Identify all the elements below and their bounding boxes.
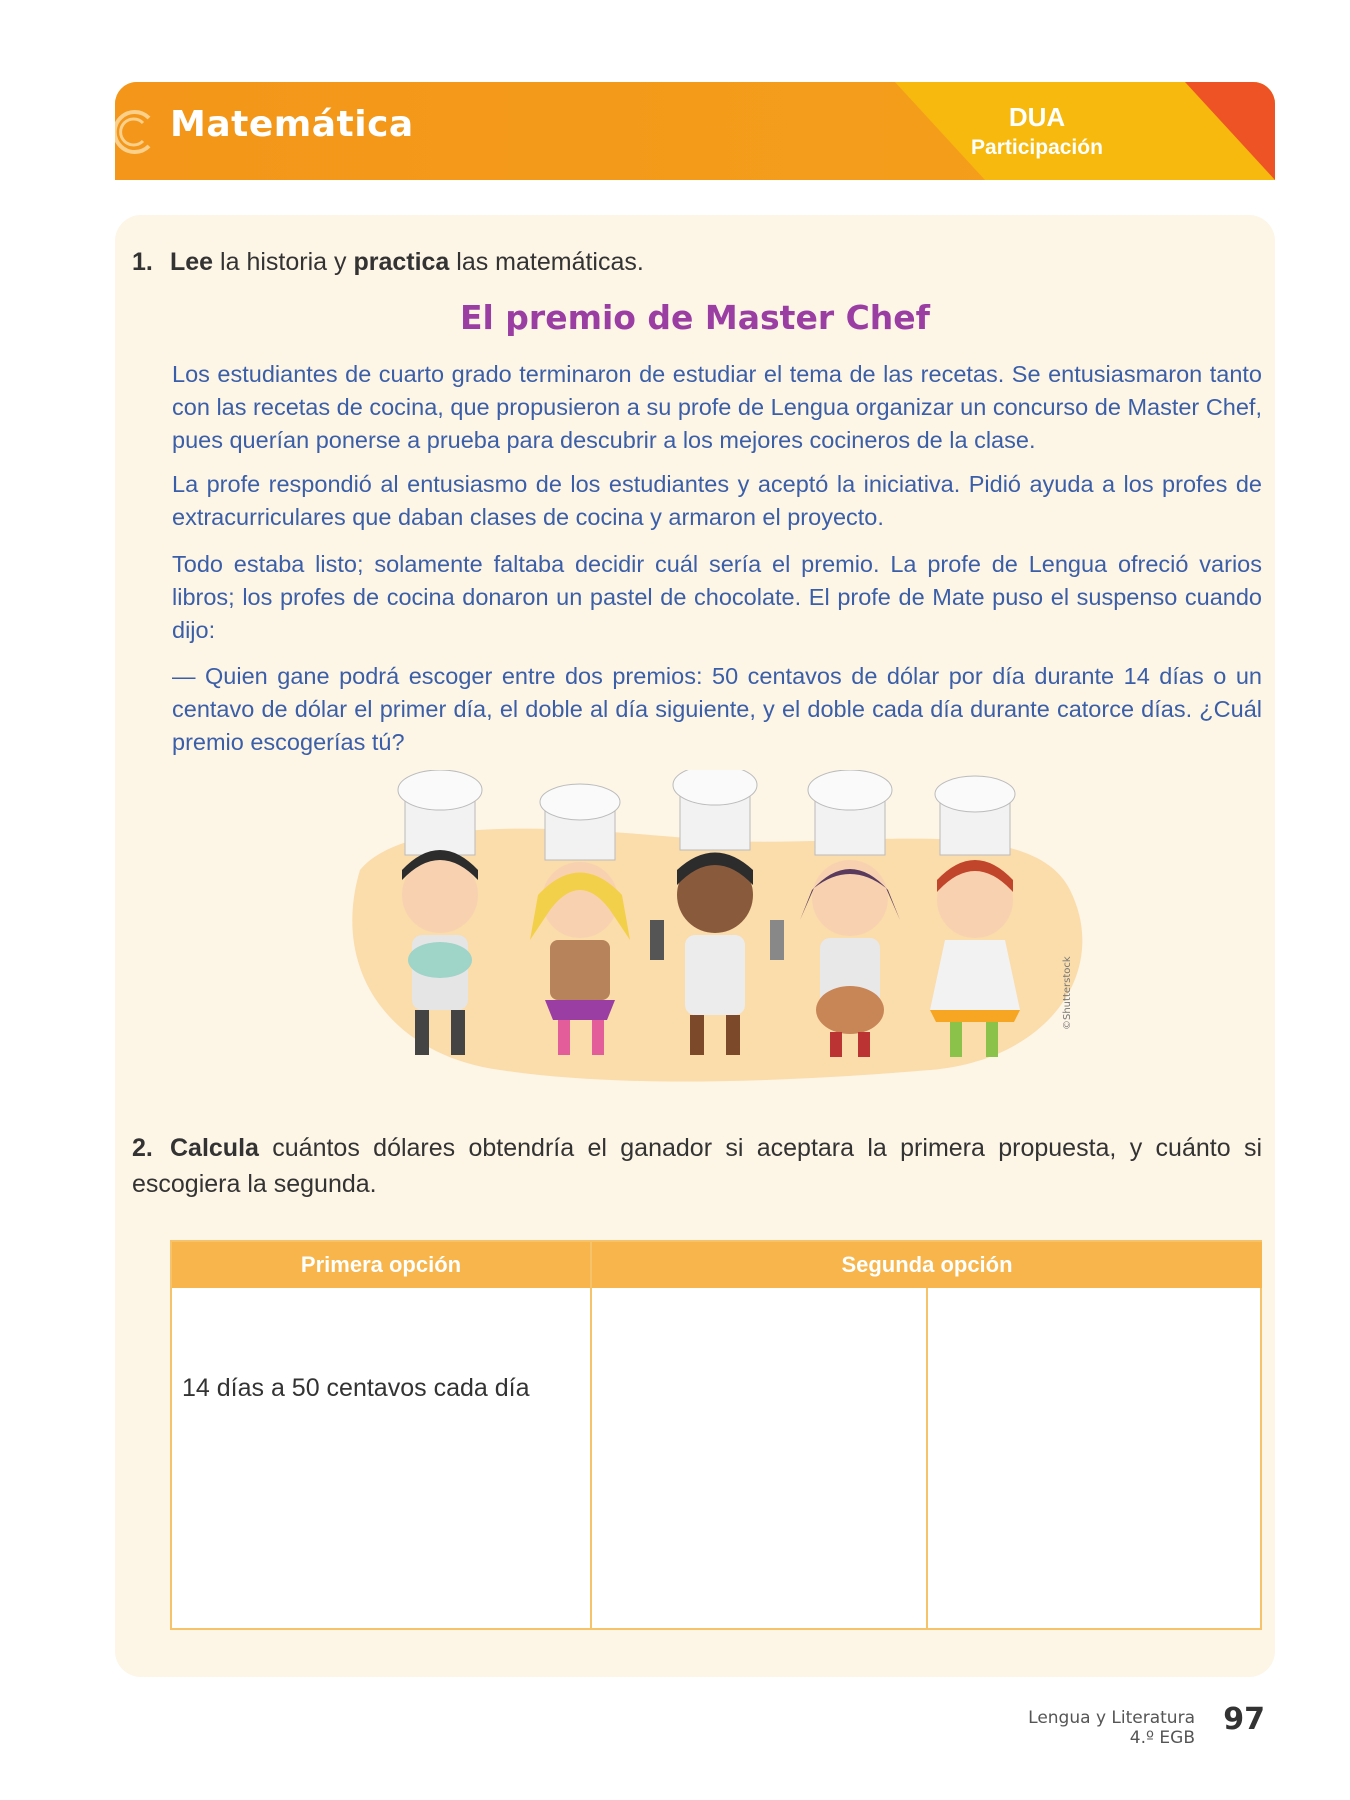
story-title: El premio de Master Chef — [459, 298, 931, 337]
dua-label: DUA — [1008, 102, 1066, 132]
footer-grade: 4.º EGB — [1129, 1728, 1195, 1748]
question-text: la historia y — [213, 248, 354, 276]
footer-subject-name: Lengua y Literatura — [1028, 1708, 1195, 1728]
subject-banner — [115, 82, 1275, 180]
subject-c-icon — [115, 104, 161, 160]
page-number: 97 — [1223, 1702, 1265, 1737]
chef-kid-5 — [930, 776, 1020, 1057]
question-number: 1. — [132, 248, 153, 276]
question-text: cuántos dólares obtendría el ganador si aceptara la primera propuesta, y cuánto si escogiera la segunda. — [132, 1134, 1262, 1198]
story-paragraph: — Quien gane podrá escoger entre dos premios: 50 centavos de dólar por día durante 14 días o un centavo de dólar el primer día, el doble al día siguiente, y el doble cada día durante catorce días. ¿Cuál premio escogerías tú? — [172, 663, 1262, 755]
question-1 — [132, 244, 644, 280]
question-number: 2. — [132, 1134, 153, 1162]
dua-sublabel: Participación — [971, 136, 1103, 159]
question-verb: practica — [353, 248, 450, 276]
answer-table — [170, 1240, 1262, 1630]
image-credit: ©Shutterstock — [1062, 956, 1073, 1030]
table-divider — [926, 1288, 928, 1628]
table-header-primera: Primera opción — [172, 1242, 590, 1288]
table-divider — [590, 1242, 592, 1628]
question-verb: Lee — [170, 248, 214, 276]
question-text: las matemáticas. — [449, 248, 644, 276]
story-paragraph: Los estudiantes de cuarto grado terminaron de estudiar el tema de las recetas. Se entusiasmaron tanto con las recetas de cocina, que propusieron a su profe de Lengua organizar un concurso de Master Chef, pues querían ponerse a prueba para descubrir a los mejores cocineros de la clase. — [172, 361, 1262, 453]
footer-subject — [1028, 1708, 1195, 1748]
kid-chefs-illustration — [330, 770, 1090, 1115]
table-header-segunda: Segunda opción — [592, 1242, 1262, 1288]
story-paragraph: La profe respondió al entusiasmo de los estudiantes y aceptó la iniciativa. Pidió ayuda a los profes de extracurriculares que daban clases de cocina y armaron el proyecto. — [172, 471, 1262, 530]
story-paragraph: Todo estaba listo; solamente faltaba decidir cuál sería el premio. La profe de Lengua ofreció varios libros; los profes de cocina donaron un pastel de chocolate. El profe de Mate puso el suspenso cuando dijo: — [172, 551, 1262, 643]
table-cell-primera: 14 días a 50 centavos cada día — [182, 1374, 530, 1402]
subject-title: Matemática — [170, 104, 414, 145]
question-verb: Calcula — [170, 1134, 259, 1162]
question-2 — [132, 1130, 1262, 1202]
